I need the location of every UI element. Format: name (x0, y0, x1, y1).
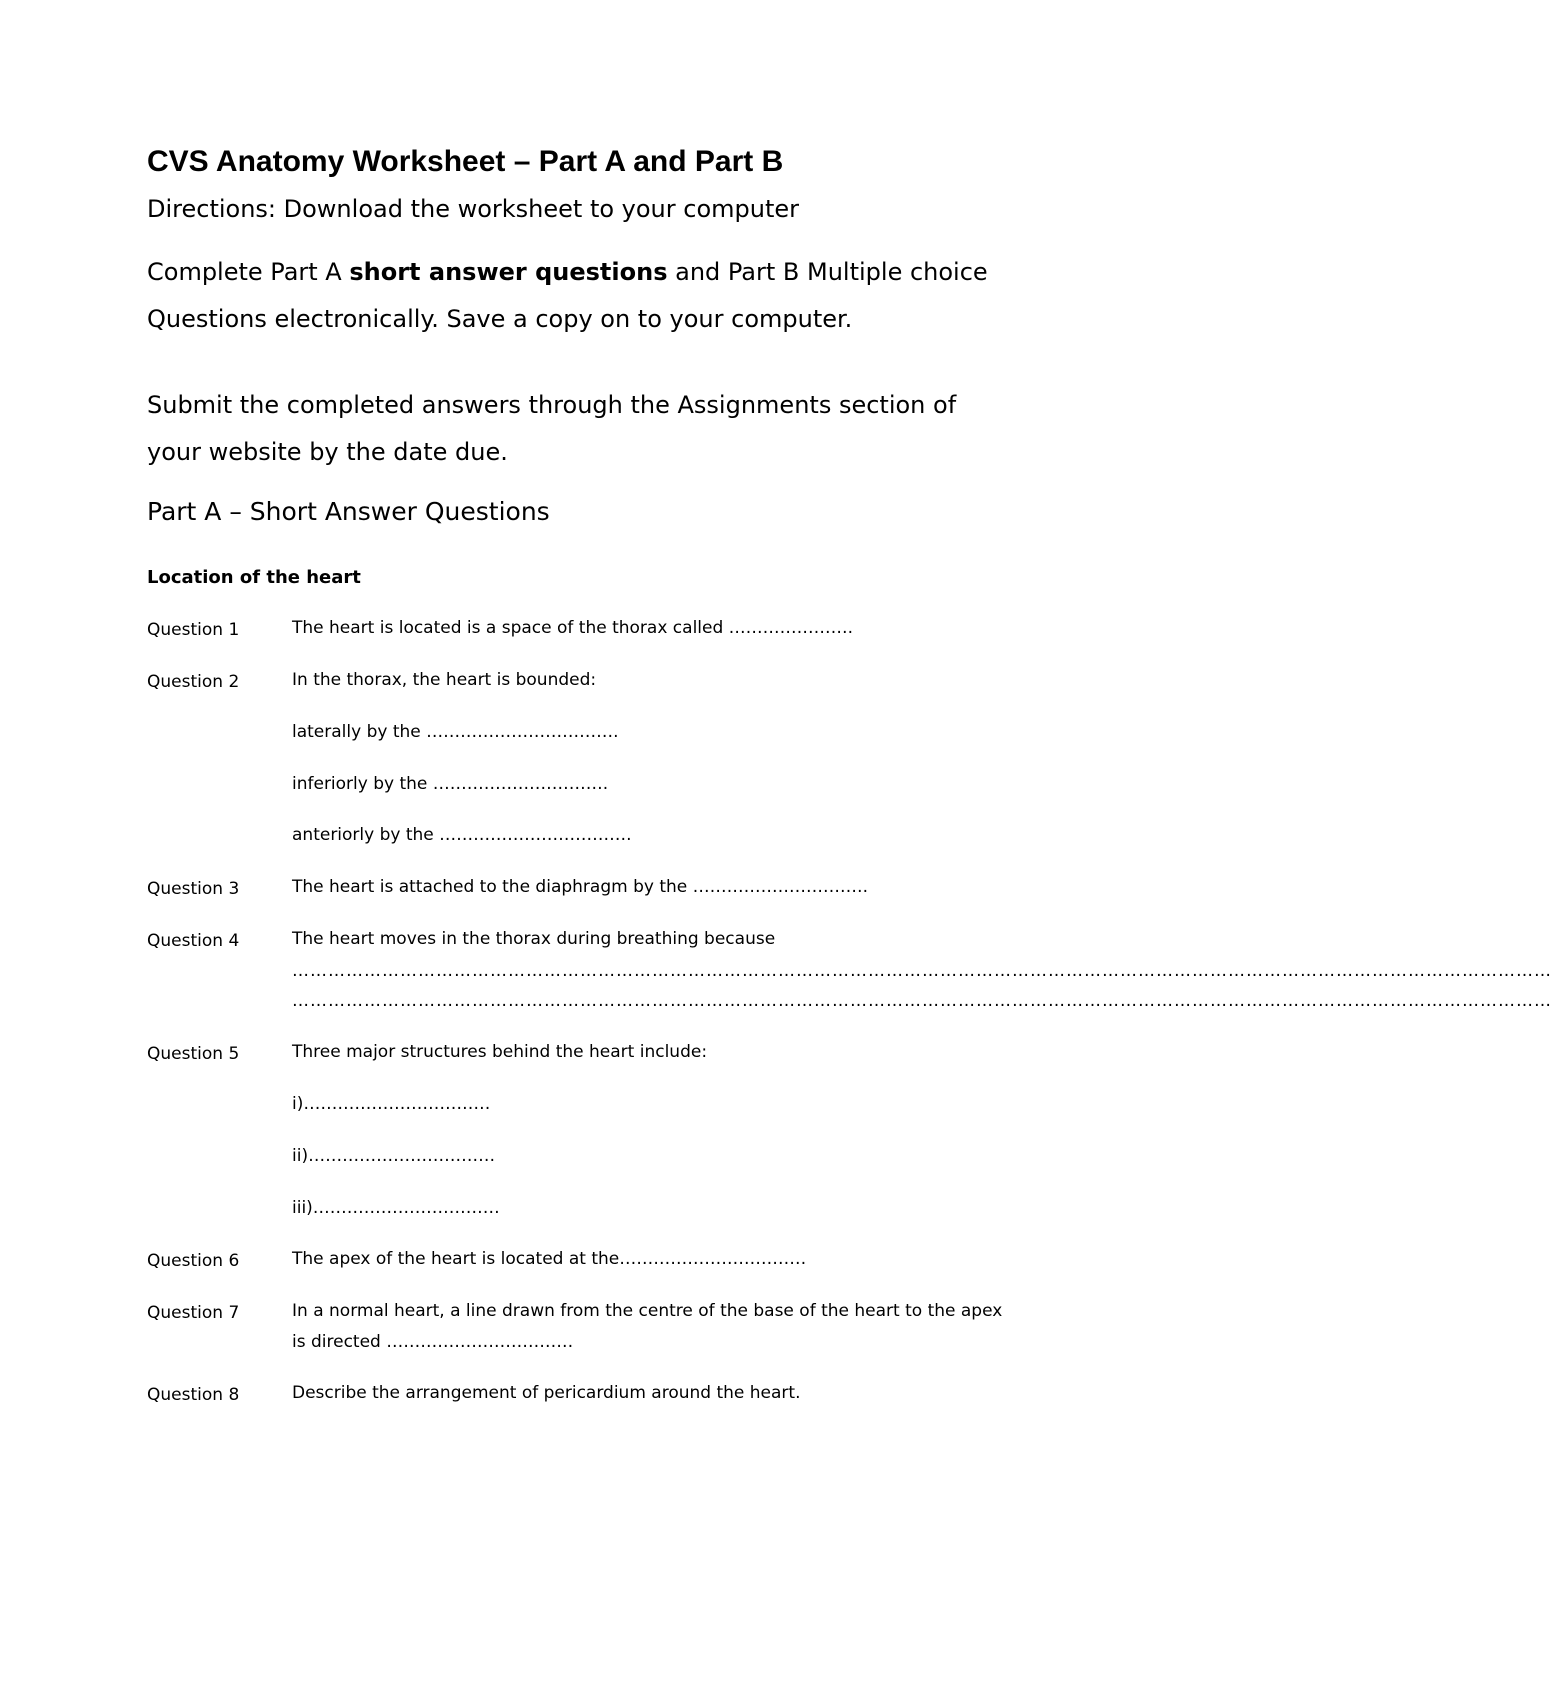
question-1-text: The heart is located is a space of the thorax called …………………. (292, 618, 854, 638)
question-4-answer-line-1: ………………………………………………………………………………………………………………………………………………………………………………………… (292, 961, 1552, 981)
instructions-post: and Part B Multiple choice (667, 258, 988, 286)
instructions-pre: Complete Part A (147, 258, 350, 286)
question-8-label: Question 8 (147, 1385, 240, 1405)
question-2-anteriorly: anteriorly by the ……………………………. (292, 825, 632, 845)
question-7-text-line-2: is directed …………………………… (292, 1332, 574, 1352)
question-7-text-line-1: In a normal heart, a line drawn from the centre of the base of the heart to the apex (292, 1301, 1003, 1321)
question-2-inferiorly: inferiorly by the …………………………. (292, 774, 609, 794)
question-2-label: Question 2 (147, 672, 240, 692)
page-title: CVS Anatomy Worksheet – Part A and Part B (147, 145, 784, 178)
question-2-laterally: laterally by the ……………………………. (292, 722, 619, 742)
question-1-label: Question 1 (147, 620, 240, 640)
question-6-label: Question 6 (147, 1251, 240, 1271)
question-5-item-iii: iii)…………………………… (292, 1198, 500, 1218)
question-4-answer-line-2: ………………………………………………………………………………………………………………………………………………………………………………………… (292, 991, 1552, 1011)
question-2-text: In the thorax, the heart is bounded: (292, 670, 597, 690)
question-5-item-i: i)…………………………… (292, 1094, 491, 1114)
question-4-text: The heart moves in the thorax during breathing because (292, 929, 776, 949)
question-3-text: The heart is attached to the diaphragm by the …………………………. (292, 877, 869, 897)
submit-line-2: your website by the date due. (147, 438, 508, 466)
section-heading: Location of the heart (147, 567, 361, 588)
submit-line-1: Submit the completed answers through the Assignments section of (147, 391, 957, 419)
question-5-text: Three major structures behind the heart include: (292, 1042, 708, 1062)
question-4-label: Question 4 (147, 931, 240, 951)
directions-text: Directions: Download the worksheet to your computer (147, 195, 800, 223)
question-8-text: Describe the arrangement of pericardium around the heart. (292, 1383, 801, 1403)
instructions-bold: short answer questions (349, 258, 668, 286)
question-5-item-ii: ii)…………………………… (292, 1146, 496, 1166)
question-7-label: Question 7 (147, 1303, 240, 1323)
instructions-line-2: Questions electronically. Save a copy on to your computer. (147, 305, 853, 333)
instructions-line-1 (147, 249, 988, 296)
question-3-label: Question 3 (147, 879, 240, 899)
question-6-text: The apex of the heart is located at the…………………………… (292, 1249, 807, 1269)
part-a-heading: Part A – Short Answer Questions (147, 497, 550, 526)
question-5-label: Question 5 (147, 1044, 240, 1064)
